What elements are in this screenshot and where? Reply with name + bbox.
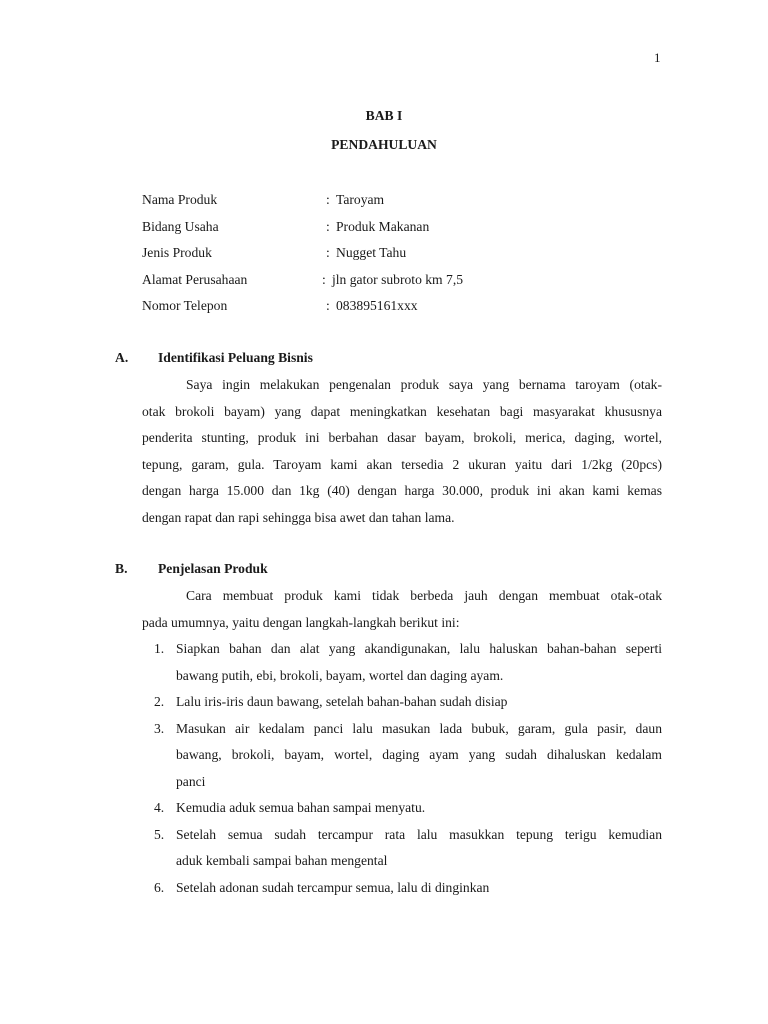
step-line: Siapkan bahan dan alat yang akandigunakan, lalu haluskan bahan-bahan seperti <box>176 641 662 656</box>
step-item <box>142 822 662 875</box>
step-text <box>176 795 662 822</box>
section-letter: A. <box>115 350 129 365</box>
steps-list <box>142 636 662 901</box>
paragraph-line: pada umumnya, yaitu dengan langkah-langkah berikut ini: <box>142 614 460 630</box>
info-value: 083895161xxx <box>336 298 418 313</box>
info-value: jln gator subroto km 7,5 <box>332 271 464 287</box>
step-number: 1. <box>154 641 165 656</box>
step-item <box>142 795 662 822</box>
paragraph-line: dengan rapat dan rapi sehingga bisa awet dan tahan lama. <box>142 509 455 525</box>
section-a-paragraph <box>142 372 662 531</box>
info-label: Jenis Produk <box>142 245 212 260</box>
step-text <box>176 689 662 716</box>
step-line: bawang putih, ebi, brokoli, bayam, wortel dan daging ayam. <box>176 667 504 683</box>
paragraph-line: Saya ingin melakukan pengenalan produk saya yang bernama taroyam (otak- <box>186 377 662 392</box>
section-letter: B. <box>115 561 128 576</box>
step-number: 5. <box>154 826 165 842</box>
step-number: 6. <box>154 879 165 895</box>
step-item <box>142 716 662 796</box>
step-number: 3. <box>154 720 165 736</box>
info-separator: : <box>326 245 330 260</box>
paragraph-line: penderita stunting, produk ini berbahan dasar bayam, brokoli, merica, daging, wortel, <box>142 430 662 445</box>
step-line: Masukan air kedalam panci lalu masukan lada bubuk, garam, gula pasir, daun <box>176 720 662 736</box>
step-line: Setelah semua sudah tercampur rata lalu masukkan tepung terigu kemudian <box>176 826 662 842</box>
step-line: aduk kembali sampai bahan mengental <box>176 853 388 868</box>
section-b-paragraph <box>142 583 662 636</box>
step-text <box>176 716 662 796</box>
step-item <box>142 689 662 716</box>
info-value: Nugget Tahu <box>336 245 407 260</box>
info-label: Nama Produk <box>142 192 218 207</box>
info-separator: : <box>326 218 330 234</box>
info-label: Alamat Perusahaan <box>142 271 248 287</box>
step-line: Lalu iris-iris daun bawang, setelah bahan-bahan sudah disiap <box>176 694 508 709</box>
chapter-label: BAB I <box>365 108 403 123</box>
step-text <box>176 822 662 875</box>
step-line: panci <box>176 773 206 789</box>
step-text <box>176 875 662 902</box>
step-line: Kemudia aduk semua bahan sampai menyatu. <box>176 800 426 815</box>
info-value: Produk Makanan <box>336 218 430 234</box>
paragraph-line: otak brokoli bayam) yang dapat meningkatkan kesehatan bagi masyarakat khususnya <box>142 403 662 419</box>
step-item <box>142 636 662 689</box>
info-separator: : <box>326 298 330 313</box>
info-separator: : <box>326 192 330 207</box>
section-title: Identifikasi Peluang Bisnis <box>158 350 313 365</box>
paragraph-line: dengan harga 15.000 dan 1kg (40) dengan harga 30.000, produk ini akan kami kemas <box>142 483 662 498</box>
paragraph-line: tepung, garam, gula. Taroyam kami akan tersedia 2 ukuran yaitu dari 1/2kg (20pcs) <box>142 456 662 472</box>
chapter-title: PENDAHULUAN <box>331 137 437 152</box>
step-text <box>176 636 662 689</box>
step-item <box>142 875 662 902</box>
step-number: 4. <box>154 800 165 815</box>
info-label: Nomor Telepon <box>142 298 228 313</box>
info-label: Bidang Usaha <box>142 218 219 234</box>
step-line: bawang, brokoli, bayam, wortel, daging ayam yang sudah dihaluskan kedalam <box>176 747 662 762</box>
step-line: Setelah adonan sudah tercampur semua, lalu di dinginkan <box>176 879 490 895</box>
step-number: 2. <box>154 694 165 709</box>
info-separator: : <box>322 271 326 287</box>
paragraph-line: Cara membuat produk kami tidak berbeda jauh dengan membuat otak-otak <box>186 588 662 603</box>
page-number: 1 <box>654 50 661 65</box>
info-value: Taroyam <box>336 192 385 207</box>
section-title: Penjelasan Produk <box>158 561 268 576</box>
